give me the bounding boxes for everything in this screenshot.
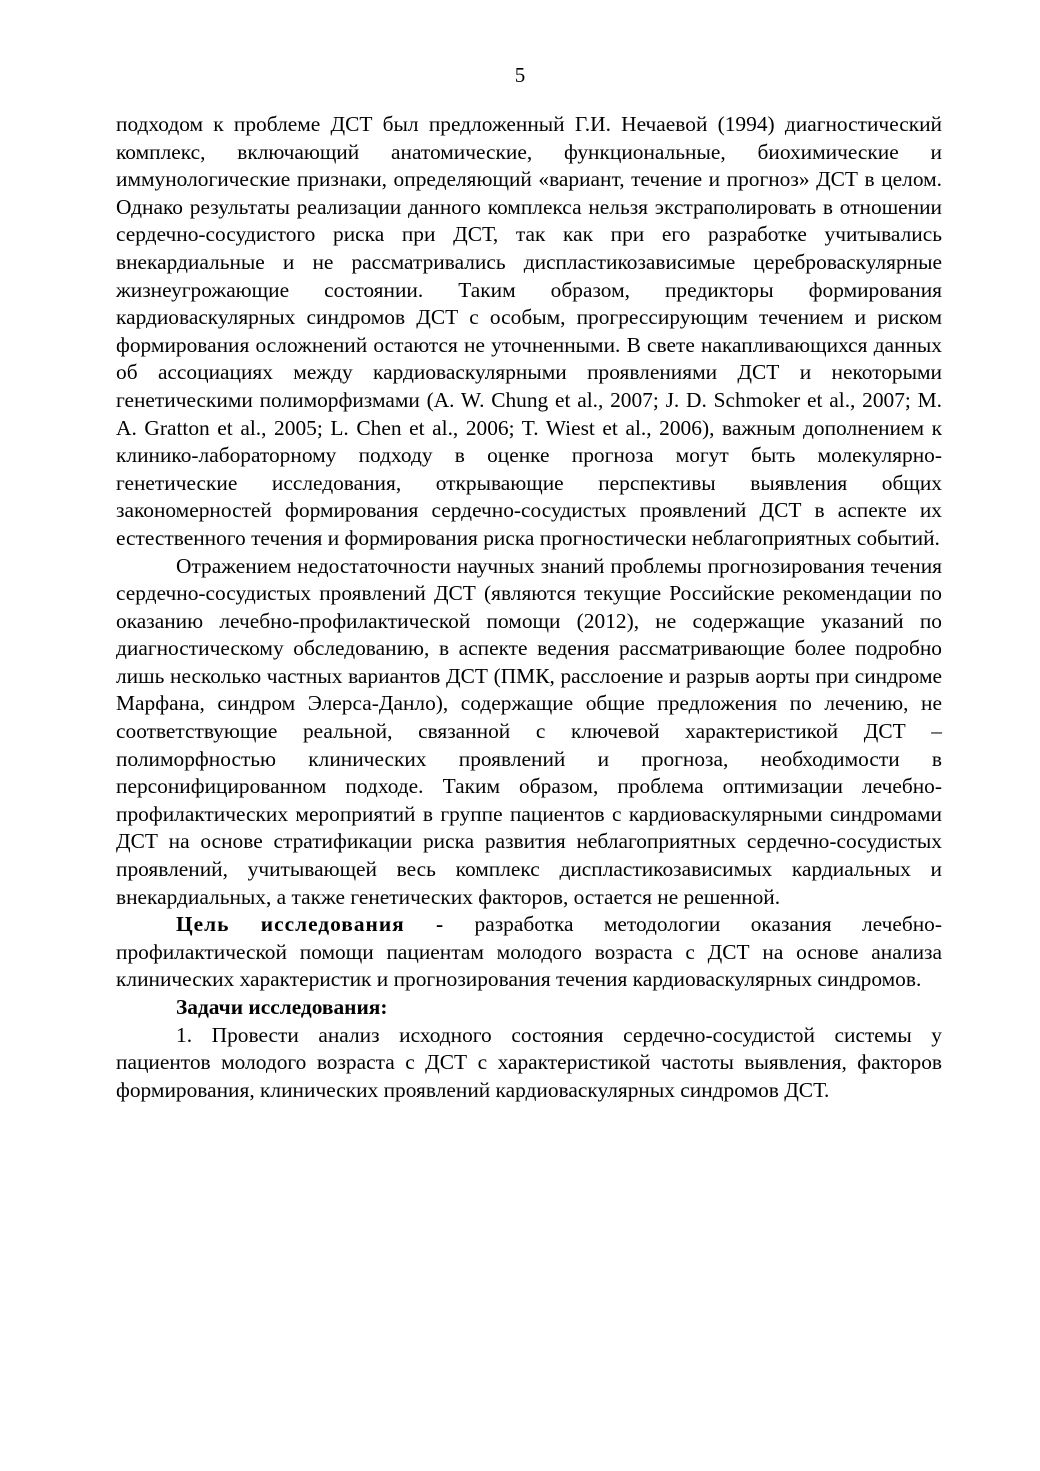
research-goal-label: Цель исследования - bbox=[176, 912, 445, 937]
page-number: 5 bbox=[514, 63, 526, 87]
paragraph-knowledge-gap: Отражением недостаточности научных знаний проблемы прогнозирования течения сердечно-сосудистых проявлений ДСТ (являются текущие Российские рекомендации по оказанию лечебно-профилактической помощи (2012), не содержащие указаний по диагностическому обследованию, в аспекте ведения рассматривающие более подробно лишь несколько частных вариантов ДСТ (ПМК, расслоение и разрыв аорты при синдроме Марфана, синдром Элерса-Данло), содержащие общие предложения по лечению, не соответствующие реальной, связанной с ключевой характеристикой ДСТ – полиморфностью клинических проявлений и прогноза, необходимости в персонифицированном подходе. Таким образом, проблема оптимизации лечебно-профилактических мероприятий в группе пациентов с кардиоваскулярными синдромами ДСТ на основе стратификации риска развития неблагоприятных сердечно-сосудистых проявлений, учитывающей весь комплекс диспластикозависимых кардиальных и внекардиальных, а также генетических факторов, остается не решенной. bbox=[116, 553, 942, 909]
paragraph-diagnostic-complex: подходом к проблеме ДСТ был предложенный Г.И. Нечаевой (1994) диагностический комплекс, включающий анатомические, функциональные, биохимические и иммунологические признаки, определяющий «вариант, течение и прогноз» ДСТ в целом. Однако результаты реализации данного комплекса нельзя экстраполировать в отношении сердечно-сосудистого риска при ДСТ, так как при его разработке учитывались внекардиальные и не рассматривались диспластикозависимые цереброваскулярные жизнеугрожающие состоянии. Таким образом, предикторы формирования кардиоваскулярных синдромов ДСТ с особым, прогрессирующим течением и риском формирования осложнений остаются не уточненными. В свете накапливающихся данных об ассоциациях между кардиоваскулярными проявлениями ДСТ и некоторыми генетическими полиморфизмами (A. W. Chung et al., 2007; J. D. Schmoker et al., 2007; M. A. Gratton et al., 2005; L. Chen et al., 2006; T. Wiest et al., 2006), важным дополнением к клинико-лабораторному подходу в оценке прогноза могут быть молекулярно-генетические исследования, открывающие перспективы выявления общих закономерностей формирования сердечно-сосудистых проявлений ДСТ в аспекте их естественного течения и формирования риска прогностически неблагоприятных событий. bbox=[116, 112, 942, 550]
document-body bbox=[116, 111, 942, 1104]
research-tasks-heading: Задачи исследования: bbox=[176, 995, 388, 1019]
research-task-1: 1. Провести анализ исходного состояния сердечно-сосудистой системы у пациентов молодого возраста с ДСТ с характеристикой частоты выявления, факторов формирования, клинических проявлений кардиоваскулярных синдромов ДСТ. bbox=[116, 1022, 942, 1102]
research-goal-text: разработка методологии оказания лечебно-профилактической помощи пациентам молодого возраста с ДСТ на основе анализа клинических характеристик и прогнозирования течения кардиоваскулярных синдромов. bbox=[116, 912, 942, 992]
paragraph-research-goal bbox=[116, 911, 942, 994]
